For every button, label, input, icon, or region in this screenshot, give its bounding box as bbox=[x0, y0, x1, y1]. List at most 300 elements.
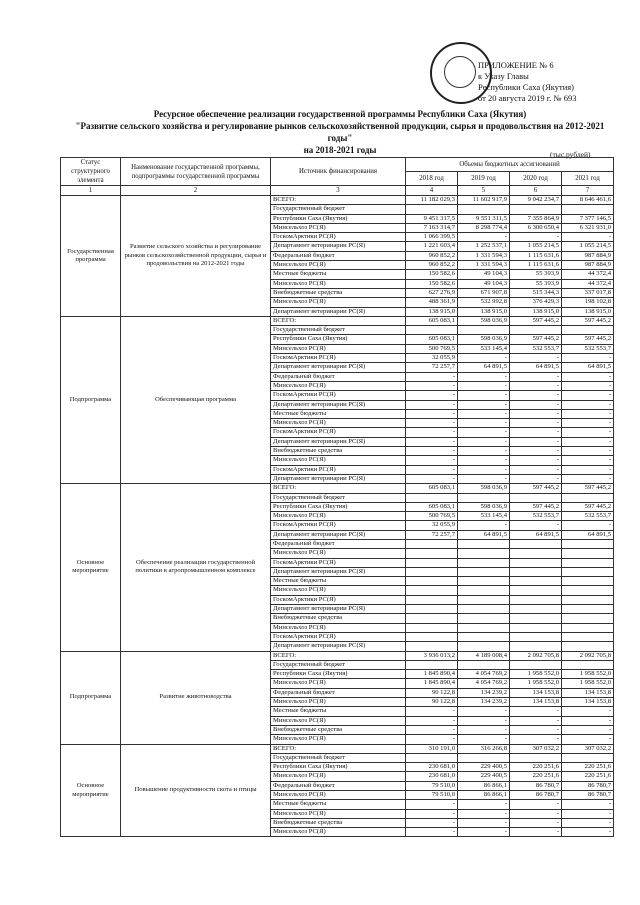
amount-cell: 1 958 552,0 bbox=[510, 679, 562, 688]
source-cell: Минсельхоз РС(Я) bbox=[271, 549, 406, 558]
amount-cell: - bbox=[458, 818, 510, 827]
amount-cell: 7 355 864,9 bbox=[510, 214, 562, 223]
source-cell: ВСЕГО: bbox=[271, 196, 406, 205]
amount-cell bbox=[562, 595, 614, 604]
amount-cell: 500 769,5 bbox=[406, 512, 458, 521]
amount-cell: 627 276,9 bbox=[406, 288, 458, 297]
amount-cell bbox=[510, 753, 562, 762]
amount-cell: 220 251,6 bbox=[562, 763, 614, 772]
amount-cell: 1 055 214,5 bbox=[562, 242, 614, 251]
amount-cell bbox=[406, 549, 458, 558]
source-cell: Минсельхоз РС(Я) bbox=[271, 512, 406, 521]
table-row bbox=[61, 651, 614, 660]
source-cell: Федеральный бюджет bbox=[271, 251, 406, 260]
amount-cell: 4 054 769,2 bbox=[458, 679, 510, 688]
amount-cell bbox=[458, 205, 510, 214]
amount-cell: 7 377 146,5 bbox=[562, 214, 614, 223]
source-cell: Внебюджетные средства bbox=[271, 818, 406, 827]
appendix-line: к Указу Главы bbox=[478, 71, 529, 81]
amount-cell: 49 104,3 bbox=[458, 279, 510, 288]
amount-cell: - bbox=[562, 428, 614, 437]
amount-cell: 9 451 317,5 bbox=[406, 214, 458, 223]
amount-cell bbox=[510, 493, 562, 502]
amount-cell: 9 042 234,7 bbox=[510, 196, 562, 205]
amount-cell: 72 257,7 bbox=[406, 363, 458, 372]
amount-cell: - bbox=[510, 447, 562, 456]
amount-cell: 598 036,9 bbox=[458, 502, 510, 511]
amount-cell: - bbox=[406, 800, 458, 809]
amount-cell: 1 958 552,0 bbox=[562, 670, 614, 679]
amount-cell bbox=[406, 753, 458, 762]
amount-cell: - bbox=[458, 735, 510, 744]
amount-cell bbox=[458, 660, 510, 669]
amount-cell: 597 445,2 bbox=[510, 502, 562, 511]
amount-cell: - bbox=[510, 465, 562, 474]
column-number: 3 bbox=[271, 186, 406, 196]
amount-cell bbox=[458, 558, 510, 567]
source-cell: ГоскомАрктики РС(Я) bbox=[271, 391, 406, 400]
amount-cell: 7 163 314,7 bbox=[406, 223, 458, 232]
source-cell: Минсельхоз РС(Я) bbox=[271, 772, 406, 781]
amount-cell bbox=[458, 642, 510, 651]
amount-cell bbox=[406, 595, 458, 604]
amount-cell: - bbox=[406, 809, 458, 818]
source-cell: Минсельхоз РС(Я) bbox=[271, 735, 406, 744]
amount-cell: 2 092 705,8 bbox=[562, 651, 614, 660]
amount-cell: 598 036,9 bbox=[458, 316, 510, 325]
amount-cell: 597 445,2 bbox=[510, 335, 562, 344]
source-cell: Минсельхоз РС(Я) bbox=[271, 279, 406, 288]
amount-cell: 1 958 552,0 bbox=[510, 670, 562, 679]
amount-cell bbox=[510, 632, 562, 641]
amount-cell bbox=[510, 660, 562, 669]
unit-label: (тыс.рублей) bbox=[550, 150, 591, 159]
amount-cell: - bbox=[510, 419, 562, 428]
source-cell: ВСЕГО: bbox=[271, 316, 406, 325]
appendix-line: от 20 августа 2019 г. № 693 bbox=[478, 93, 577, 103]
amount-cell bbox=[458, 623, 510, 632]
amount-cell bbox=[406, 577, 458, 586]
source-cell: Департамент ветеринарии РС(Я) bbox=[271, 242, 406, 251]
amount-cell: 11 602 917,9 bbox=[458, 196, 510, 205]
amount-cell bbox=[510, 549, 562, 558]
amount-cell: - bbox=[458, 381, 510, 390]
amount-cell: - bbox=[510, 391, 562, 400]
amount-cell: 500 769,5 bbox=[406, 344, 458, 353]
amount-cell: - bbox=[458, 521, 510, 530]
amount-cell: - bbox=[510, 716, 562, 725]
status-cell: Основное мероприятие bbox=[61, 484, 121, 651]
amount-cell bbox=[458, 567, 510, 576]
amount-cell: - bbox=[510, 735, 562, 744]
amount-cell: 515 344,3 bbox=[510, 288, 562, 297]
status-cell: Государственная программа bbox=[61, 196, 121, 317]
amount-cell: 138 915,0 bbox=[458, 307, 510, 316]
amount-cell: - bbox=[458, 372, 510, 381]
amount-cell: 1 845 890,4 bbox=[406, 670, 458, 679]
amount-cell: - bbox=[562, 456, 614, 465]
amount-cell: 134 239,2 bbox=[458, 688, 510, 697]
source-cell: Местные бюджеты bbox=[271, 800, 406, 809]
amount-cell: - bbox=[510, 233, 562, 242]
amount-cell: - bbox=[510, 372, 562, 381]
amount-cell: - bbox=[406, 456, 458, 465]
amount-cell: - bbox=[510, 354, 562, 363]
source-cell: ГоскомАрктики РС(Я) bbox=[271, 632, 406, 641]
amount-cell bbox=[562, 586, 614, 595]
amount-cell: 86 780,7 bbox=[562, 791, 614, 800]
amount-cell: - bbox=[458, 409, 510, 418]
amount-cell: - bbox=[458, 800, 510, 809]
document-title bbox=[70, 108, 610, 156]
amount-cell bbox=[406, 205, 458, 214]
amount-cell bbox=[458, 493, 510, 502]
amount-cell bbox=[510, 539, 562, 548]
amount-cell: - bbox=[406, 409, 458, 418]
amount-cell: 597 445,2 bbox=[562, 502, 614, 511]
source-cell: Департамент ветеринарии РС(Я) bbox=[271, 530, 406, 539]
source-cell: Департамент ветеринарии РС(Я) bbox=[271, 605, 406, 614]
amount-cell bbox=[458, 605, 510, 614]
amount-cell: - bbox=[406, 474, 458, 483]
resource-table bbox=[60, 157, 614, 837]
amount-cell: 44 372,4 bbox=[562, 279, 614, 288]
amount-cell: - bbox=[562, 800, 614, 809]
amount-cell: - bbox=[458, 419, 510, 428]
amount-cell bbox=[510, 623, 562, 632]
amount-cell: 1 331 594,3 bbox=[458, 251, 510, 260]
source-cell: Государственный бюджет bbox=[271, 326, 406, 335]
amount-cell: - bbox=[406, 447, 458, 456]
source-cell: Минсельхоз РС(Я) bbox=[271, 828, 406, 837]
source-cell: Местные бюджеты bbox=[271, 409, 406, 418]
amount-cell: 337 017,8 bbox=[562, 288, 614, 297]
source-cell: Департамент ветеринарии РС(Я) bbox=[271, 437, 406, 446]
amount-cell: - bbox=[458, 474, 510, 483]
amount-cell: 229 400,5 bbox=[458, 763, 510, 772]
source-cell: Государственный бюджет bbox=[271, 660, 406, 669]
amount-cell: 86 780,7 bbox=[562, 781, 614, 790]
title-line: Ресурсное обеспечение реализации государственной программы Республики Саха (Якутия) bbox=[153, 109, 527, 119]
source-cell: Минсельхоз РС(Я) bbox=[271, 623, 406, 632]
amount-cell: 198 102,8 bbox=[562, 298, 614, 307]
amount-cell: - bbox=[562, 419, 614, 428]
source-cell: ВСЕГО: bbox=[271, 484, 406, 493]
table-row bbox=[61, 744, 614, 753]
source-cell: Департамент ветеринарии РС(Я) bbox=[271, 474, 406, 483]
amount-cell: - bbox=[562, 725, 614, 734]
column-number: 1 bbox=[61, 186, 121, 196]
amount-cell: - bbox=[510, 456, 562, 465]
amount-cell: 532 553,7 bbox=[510, 512, 562, 521]
amount-cell: 32 055,9 bbox=[406, 354, 458, 363]
amount-cell: - bbox=[510, 521, 562, 530]
amount-cell: - bbox=[510, 818, 562, 827]
source-cell: Республики Саха (Якутия) bbox=[271, 763, 406, 772]
amount-cell: - bbox=[458, 456, 510, 465]
source-cell: Федеральный бюджет bbox=[271, 539, 406, 548]
amount-cell: 138 915,0 bbox=[510, 307, 562, 316]
amount-cell: 598 036,9 bbox=[458, 335, 510, 344]
amount-cell: 3 936 013,2 bbox=[406, 651, 458, 660]
amount-cell: 229 400,5 bbox=[458, 772, 510, 781]
source-cell: Минсельхоз РС(Я) bbox=[271, 298, 406, 307]
amount-cell: 597 445,2 bbox=[562, 484, 614, 493]
amount-cell: - bbox=[458, 437, 510, 446]
source-cell: Республики Саха (Якутия) bbox=[271, 502, 406, 511]
amount-cell: 220 251,6 bbox=[510, 763, 562, 772]
amount-cell: 533 145,4 bbox=[458, 512, 510, 521]
header-volumes: Объемы бюджетных ассигнований bbox=[406, 158, 614, 172]
amount-cell bbox=[562, 549, 614, 558]
amount-cell: 597 445,2 bbox=[562, 335, 614, 344]
amount-cell bbox=[562, 567, 614, 576]
amount-cell bbox=[562, 642, 614, 651]
amount-cell: - bbox=[406, 391, 458, 400]
amount-cell: 1 221 603,4 bbox=[406, 242, 458, 251]
source-cell: Минсельхоз РС(Я) bbox=[271, 698, 406, 707]
amount-cell: 2 092 705,8 bbox=[510, 651, 562, 660]
source-cell: Минсельхоз РС(Я) bbox=[271, 261, 406, 270]
appendix-line: Республики Саха (Якутия) bbox=[478, 82, 575, 92]
amount-cell: - bbox=[562, 474, 614, 483]
amount-cell: - bbox=[458, 716, 510, 725]
amount-cell: 597 445,2 bbox=[510, 484, 562, 493]
amount-cell bbox=[562, 605, 614, 614]
source-cell: Местные бюджеты bbox=[271, 707, 406, 716]
source-cell: Департамент ветеринарии РС(Я) bbox=[271, 363, 406, 372]
source-cell: ГоскомАрктики РС(Я) bbox=[271, 521, 406, 530]
amount-cell bbox=[406, 586, 458, 595]
amount-cell: - bbox=[510, 409, 562, 418]
amount-cell: 307 032,2 bbox=[562, 744, 614, 753]
amount-cell bbox=[510, 326, 562, 335]
amount-cell: 134 153,8 bbox=[562, 698, 614, 707]
amount-cell bbox=[406, 558, 458, 567]
amount-cell: 64 891,5 bbox=[510, 363, 562, 372]
title-line: "Развитие сельского хозяйства и регулирование рынков сельскохозяйственной продукции, сырья и продовольствия на 2012-2021 годы" bbox=[75, 121, 605, 143]
amount-cell bbox=[510, 205, 562, 214]
appendix-note bbox=[478, 60, 638, 104]
source-cell: Республики Саха (Якутия) bbox=[271, 670, 406, 679]
amount-cell: - bbox=[562, 818, 614, 827]
header-year: 2020 год bbox=[510, 172, 562, 186]
amount-cell bbox=[562, 493, 614, 502]
amount-cell: - bbox=[458, 707, 510, 716]
source-cell: Минсельхоз РС(Я) bbox=[271, 716, 406, 725]
amount-cell bbox=[406, 660, 458, 669]
source-cell: ГоскомАрктики РС(Я) bbox=[271, 465, 406, 474]
column-number: 6 bbox=[510, 186, 562, 196]
amount-cell bbox=[406, 642, 458, 651]
amount-cell: - bbox=[562, 381, 614, 390]
source-cell: Местные бюджеты bbox=[271, 270, 406, 279]
amount-cell bbox=[406, 567, 458, 576]
table-row bbox=[61, 316, 614, 325]
source-cell: Государственный бюджет bbox=[271, 493, 406, 502]
amount-cell: 605 083,1 bbox=[406, 335, 458, 344]
amount-cell bbox=[510, 605, 562, 614]
amount-cell: - bbox=[406, 372, 458, 381]
source-cell: Федеральный бюджет bbox=[271, 688, 406, 697]
amount-cell: 86 780,7 bbox=[510, 791, 562, 800]
source-cell: Минсельхоз РС(Я) bbox=[271, 344, 406, 353]
amount-cell: - bbox=[458, 809, 510, 818]
program-name-cell: Повышение продуктивности скота и птицы bbox=[121, 744, 271, 837]
source-cell: Минсельхоз РС(Я) bbox=[271, 809, 406, 818]
amount-cell: 1 958 552,0 bbox=[562, 679, 614, 688]
source-cell: Минсельхоз РС(Я) bbox=[271, 381, 406, 390]
status-cell: Подпрограмма bbox=[61, 651, 121, 744]
amount-cell: - bbox=[406, 428, 458, 437]
status-cell: Подпрограмма bbox=[61, 316, 121, 483]
source-cell: Местные бюджеты bbox=[271, 577, 406, 586]
amount-cell: 4 189 008,4 bbox=[458, 651, 510, 660]
source-cell: Департамент ветеринарии РС(Я) bbox=[271, 642, 406, 651]
amount-cell: - bbox=[406, 735, 458, 744]
amount-cell: 8 298 774,4 bbox=[458, 223, 510, 232]
source-cell: Внебюджетные средства bbox=[271, 288, 406, 297]
source-cell: Минсельхоз РС(Я) bbox=[271, 419, 406, 428]
program-name-cell: Обеспечивающая программа bbox=[121, 316, 271, 483]
source-cell: Внебюджетные средства bbox=[271, 614, 406, 623]
header-year: 2019 год bbox=[458, 172, 510, 186]
amount-cell: 1 055 214,5 bbox=[510, 242, 562, 251]
amount-cell: 1 115 631,6 bbox=[510, 261, 562, 270]
amount-cell: 532 553,7 bbox=[510, 344, 562, 353]
amount-cell: - bbox=[458, 725, 510, 734]
amount-cell: 316 266,8 bbox=[458, 744, 510, 753]
source-cell: Департамент ветеринарии РС(Я) bbox=[271, 567, 406, 576]
amount-cell: - bbox=[562, 521, 614, 530]
amount-cell: - bbox=[562, 409, 614, 418]
amount-cell: 987 884,9 bbox=[562, 251, 614, 260]
amount-cell: 987 884,9 bbox=[562, 261, 614, 270]
source-cell: ВСЕГО: bbox=[271, 744, 406, 753]
amount-cell: 134 153,8 bbox=[510, 698, 562, 707]
amount-cell bbox=[510, 642, 562, 651]
amount-cell: 55 393,9 bbox=[510, 270, 562, 279]
amount-cell bbox=[406, 623, 458, 632]
amount-cell: 1 252 537,1 bbox=[458, 242, 510, 251]
amount-cell: 605 083,1 bbox=[406, 316, 458, 325]
amount-cell: 230 681,0 bbox=[406, 772, 458, 781]
source-cell: Минсельхоз РС(Я) bbox=[271, 456, 406, 465]
source-cell: Государственный бюджет bbox=[271, 753, 406, 762]
amount-cell: 134 153,8 bbox=[562, 688, 614, 697]
amount-cell: 72 257,7 bbox=[406, 530, 458, 539]
amount-cell: - bbox=[562, 735, 614, 744]
amount-cell: 32 055,9 bbox=[406, 521, 458, 530]
amount-cell bbox=[562, 623, 614, 632]
amount-cell: 6 321 931,0 bbox=[562, 223, 614, 232]
amount-cell: 90 122,8 bbox=[406, 698, 458, 707]
program-name-cell: Обеспечение реализации государственной политики в агропромышленном комплексе bbox=[121, 484, 271, 651]
column-number: 7 bbox=[562, 186, 614, 196]
amount-cell: - bbox=[562, 233, 614, 242]
amount-cell bbox=[562, 558, 614, 567]
amount-cell: - bbox=[406, 707, 458, 716]
source-cell: ГоскомАрктики РС(Я) bbox=[271, 233, 406, 242]
amount-cell: 671 907,8 bbox=[458, 288, 510, 297]
amount-cell: 597 445,2 bbox=[562, 316, 614, 325]
source-cell: ГоскомАрктики РС(Я) bbox=[271, 354, 406, 363]
amount-cell: 605 083,1 bbox=[406, 502, 458, 511]
amount-cell: 64 891,5 bbox=[562, 530, 614, 539]
amount-cell: - bbox=[510, 800, 562, 809]
table-row bbox=[61, 196, 614, 205]
amount-cell: - bbox=[406, 716, 458, 725]
amount-cell bbox=[406, 539, 458, 548]
amount-cell: 532 553,7 bbox=[562, 512, 614, 521]
amount-cell: - bbox=[562, 447, 614, 456]
amount-cell bbox=[510, 577, 562, 586]
amount-cell: - bbox=[510, 828, 562, 837]
amount-cell: 605 083,1 bbox=[406, 484, 458, 493]
amount-cell: - bbox=[458, 428, 510, 437]
source-cell: Внебюджетные средства bbox=[271, 447, 406, 456]
amount-cell bbox=[562, 753, 614, 762]
header-year: 2018 год bbox=[406, 172, 458, 186]
amount-cell: - bbox=[562, 372, 614, 381]
source-cell: Департамент ветеринарии РС(Я) bbox=[271, 400, 406, 409]
amount-cell: 960 852,2 bbox=[406, 251, 458, 260]
program-name-cell: Развитие сельского хозяйства и регулирование рынков сельскохозяйственной продукции, сырья и продовольствия на 2012-2021 годы bbox=[121, 196, 271, 317]
amount-cell bbox=[458, 614, 510, 623]
amount-cell: 44 372,4 bbox=[562, 270, 614, 279]
amount-cell: - bbox=[562, 437, 614, 446]
amount-cell: - bbox=[562, 465, 614, 474]
amount-cell: - bbox=[562, 707, 614, 716]
amount-cell: - bbox=[458, 447, 510, 456]
amount-cell bbox=[562, 577, 614, 586]
amount-cell: - bbox=[406, 828, 458, 837]
amount-cell: 532 992,8 bbox=[458, 298, 510, 307]
amount-cell bbox=[406, 493, 458, 502]
source-cell: Республики Саха (Якутия) bbox=[271, 214, 406, 223]
amount-cell: 960 852,2 bbox=[406, 261, 458, 270]
amount-cell: 598 036,9 bbox=[458, 484, 510, 493]
amount-cell: - bbox=[510, 474, 562, 483]
amount-cell: 150 582,6 bbox=[406, 270, 458, 279]
amount-cell: - bbox=[510, 707, 562, 716]
amount-cell: - bbox=[458, 391, 510, 400]
amount-cell: 6 300 650,4 bbox=[510, 223, 562, 232]
amount-cell: - bbox=[458, 465, 510, 474]
source-cell: ВСЕГО: bbox=[271, 651, 406, 660]
amount-cell: 86 866,1 bbox=[458, 791, 510, 800]
amount-cell: 64 891,5 bbox=[562, 363, 614, 372]
source-cell: Минсельхоз РС(Я) bbox=[271, 679, 406, 688]
table-row bbox=[61, 484, 614, 493]
source-cell: Федеральный бюджет bbox=[271, 781, 406, 790]
header-status: Статус структурного элемента bbox=[61, 158, 121, 186]
header-name: Наименование государственной программы, подпрограммы государственной программы bbox=[121, 158, 271, 186]
amount-cell: 86 866,1 bbox=[458, 781, 510, 790]
amount-cell bbox=[458, 577, 510, 586]
amount-cell: 79 510,0 bbox=[406, 781, 458, 790]
amount-cell: - bbox=[406, 818, 458, 827]
amount-cell: 488 361,9 bbox=[406, 298, 458, 307]
amount-cell: 150 582,6 bbox=[406, 279, 458, 288]
amount-cell: 1 066 399,5 bbox=[406, 233, 458, 242]
amount-cell: - bbox=[510, 437, 562, 446]
amount-cell: 64 891,5 bbox=[458, 363, 510, 372]
program-name-cell: Развитие животноводства bbox=[121, 651, 271, 744]
amount-cell: 8 646 461,6 bbox=[562, 196, 614, 205]
column-number: 4 bbox=[406, 186, 458, 196]
amount-cell: 86 780,7 bbox=[510, 781, 562, 790]
